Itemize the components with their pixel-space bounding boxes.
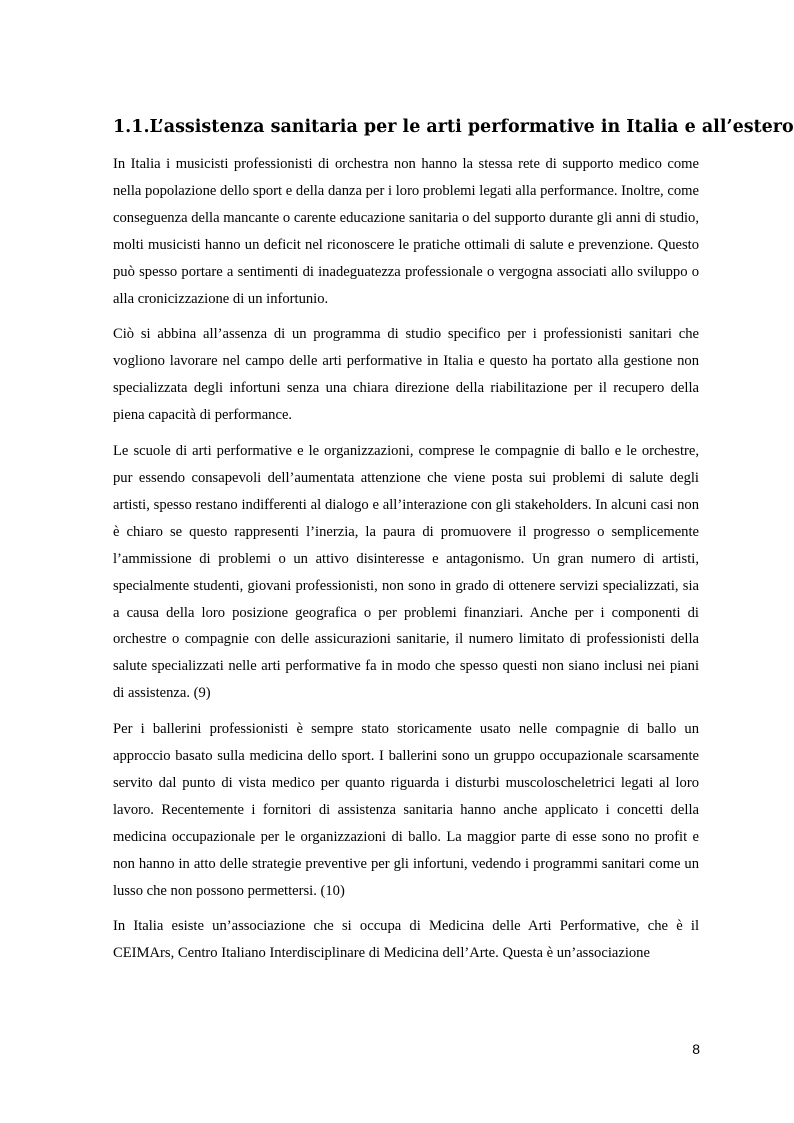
paragraph-4: Per i ballerini professionisti è sempre stato storicamente usato nelle compagnie di ballo un approccio basato sulla medicina dello sport. I ballerini sono un gruppo occupazionale scarsamente servito dal punto di vista medico per quanto riguarda i disturbi muscoloscheletrici legati al loro lavoro. Recentemente i fornitori di assistenza sanitaria hanno anche applicato i concetti della medicina occupazionale per le organizzazioni di ballo. La maggior parte di esse sono no profit e non hanno in atto delle strategie preventive per gli infortuni, vedendo i programmi sanitari come un lusso che non possono permettersi. (10) (113, 721, 699, 899)
section-heading: 1.1.L’assistenza sanitaria per le arti performative in Italia e all’estero (113, 117, 794, 137)
body-text (113, 151, 699, 976)
paragraph-5: In Italia esiste un’associazione che si occupa di Medicina delle Arti Performative, che è il CEIMArs, Centro Italiano Interdisciplinare di Medicina dell’Arte. Questa è un’associazione (113, 918, 699, 962)
paragraph-2: Ciò si abbina all’assenza di un programma di studio specifico per i professionisti sanitari che vogliono lavorare nel campo delle arti performative in Italia e questo ha portato alla gestione non specializzata degli infortuni senza una chiara direzione della riabilitazione per il recupero della piena capacità di performance. (113, 326, 699, 424)
paragraph-3: Le scuole di arti performative e le organizzazioni, comprese le compagnie di ballo e le orchestre, pur essendo consapevoli dell’aumentata attenzione che viene posta sui problemi di salute degli artisti, spesso restano indifferenti al dialogo e all’interazione con gli stakeholders. In alcuni casi non è chiaro se questo rappresenti l’inerzia, la paura di promuovere il progresso o semplicemente l’ammissione di problemi o un attivo disinteresse e antagonismo. Un gran numero di artisti, specialmente studenti, giovani professionisti, non sono in grado di ottenere servizi specializzati, sia a causa della loro posizione geografica o per problemi finanziari. Anche per i componenti di orchestre o compagnie con delle assicurazioni sanitarie, il numero limitato di professionisti della salute specializzati nelle arti performative fa in modo che spesso questi non siano inclusi nei piani di assistenza. (9) (113, 443, 699, 702)
paragraph-1: In Italia i musicisti professionisti di orchestra non hanno la stessa rete di supporto medico come nella popolazione dello sport e della danza per i loro problemi legati alla performance. Inoltre, come conseguenza della mancante o carente educazione sanitaria o del supporto durante gli anni di studio, molti musicisti hanno un deficit nel riconoscere le pratiche ottimali di salute e prevenzione. Questo può spesso portare a sentimenti di inadeguatezza professionale o vergogna associati allo sviluppo o alla cronicizzazione di un infortunio. (113, 156, 699, 307)
page-number: 8 (692, 1041, 700, 1057)
